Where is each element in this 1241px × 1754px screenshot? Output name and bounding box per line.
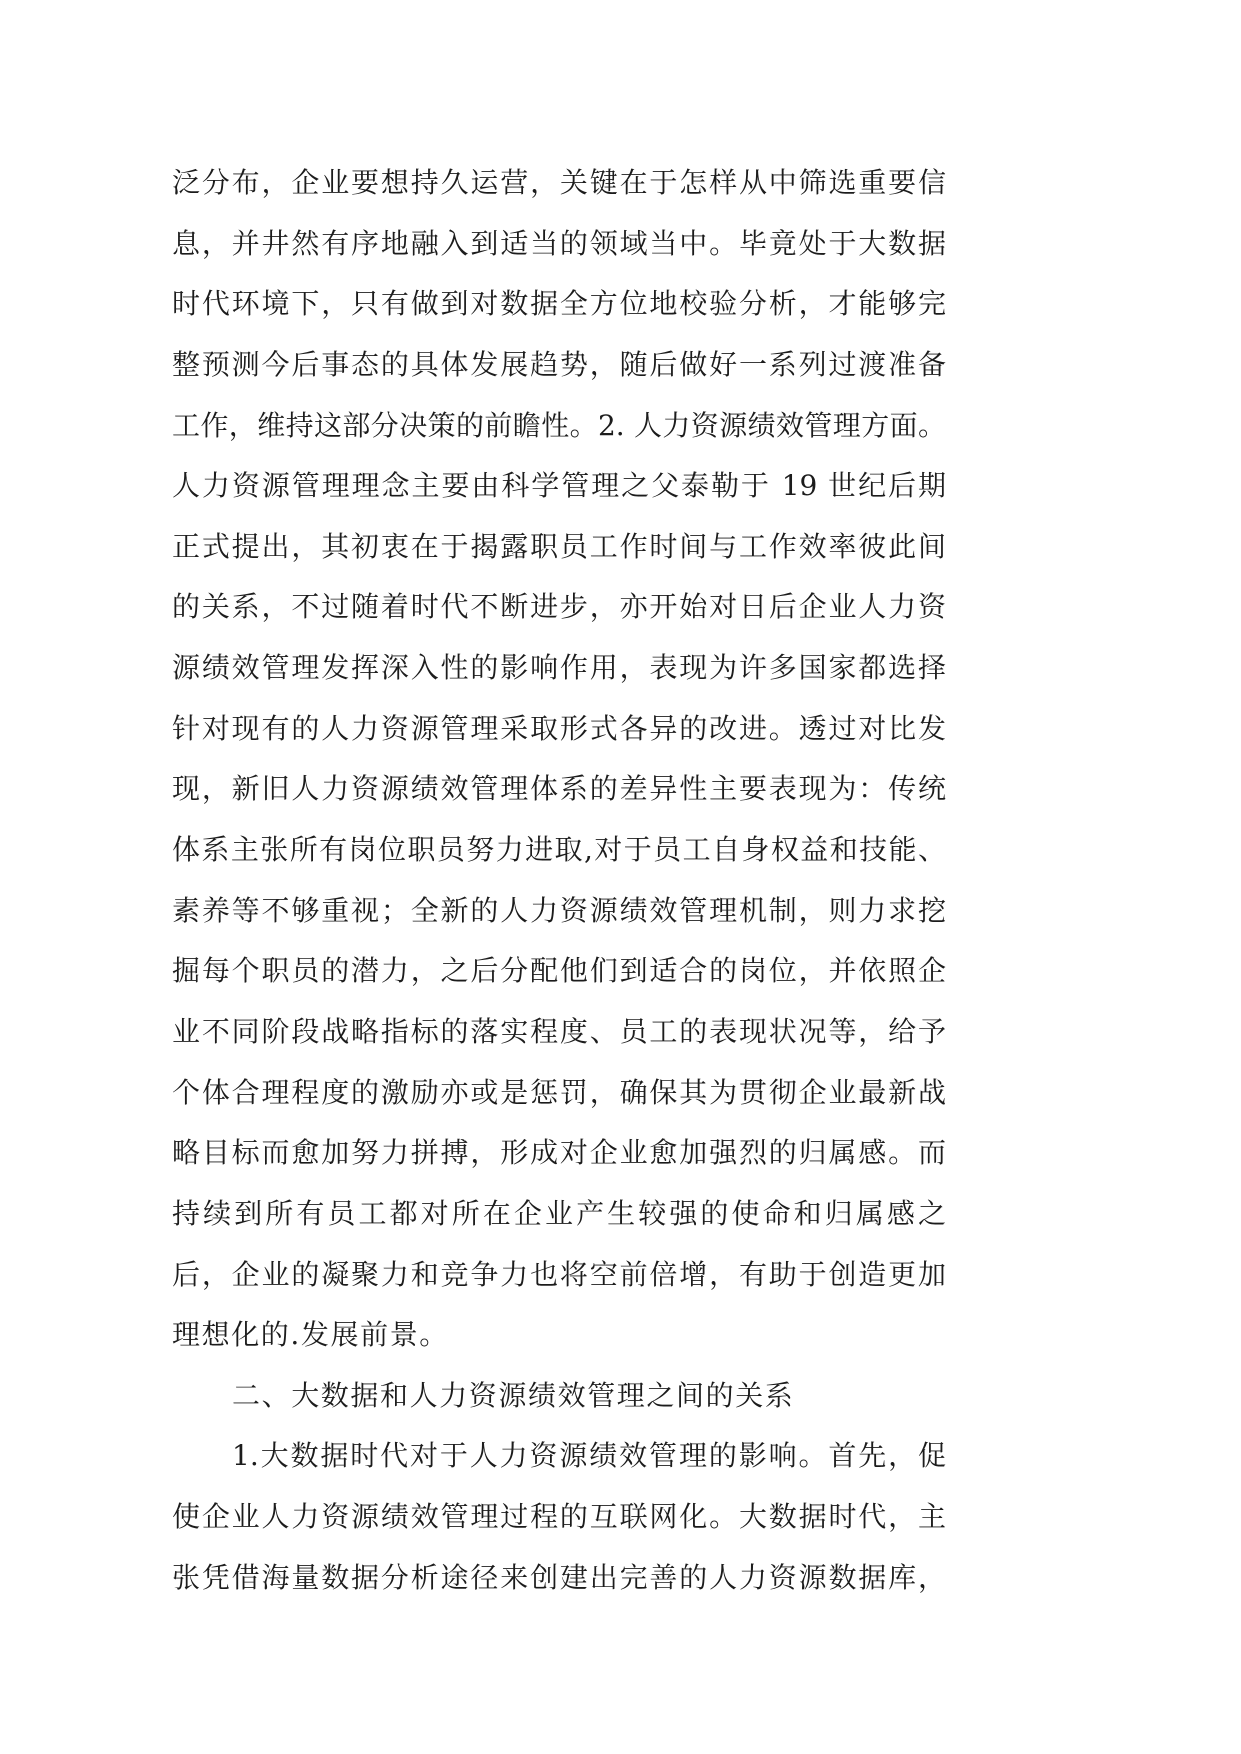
section-heading (172, 1366, 946, 1427)
text-line: 针对现有的人力资源管理采取形式各异的改进。透过对比发 (172, 711, 946, 745)
text-line: 泛分布，企业要想持久运营，关键在于怎样从中筛选重要信 (172, 166, 946, 199)
text-line: 现，新旧人力资源绩效管理体系的差异性主要表现为：传统 (172, 772, 946, 806)
section-heading-text: 二、大数据和人力资源绩效管理之间的关系 (232, 1378, 795, 1412)
text-line: 掘每个职员的潜力，之后分配他们到适合的岗位，并依照企 (172, 954, 946, 988)
text-line: 后，企业的凝聚力和竞争力也将空前倍增，有助于创造更加 (172, 1257, 946, 1291)
text-line: 正式提出，其初衷在于揭露职员工作时间与工作效率彼此间 (172, 529, 946, 563)
text-line: 的关系，不过随着时代不断进步，亦开始对日后企业人力资 (172, 590, 946, 624)
text-line: 持续到所有员工都对所在企业产生较强的使命和归属感之 (172, 1196, 946, 1230)
text-line: 1.大数据时代对于人力资源绩效管理的影响。首先，促 (232, 1439, 946, 1473)
text-line: 个体合理程度的激励亦或是惩罚，确保其为贯彻企业最新战 (172, 1075, 946, 1109)
text-line: 张凭借海量数据分析途径来创建出完善的人力资源数据库， (172, 1560, 946, 1594)
text-line: 整预测今后事态的具体发展趋势，随后做好一系列过渡准备 (172, 347, 946, 381)
text-line: 使企业人力资源绩效管理过程的互联网化。大数据时代，主 (172, 1500, 946, 1534)
paragraph (172, 153, 946, 1366)
text-line: 人力资源管理理念主要由科学管理之父泰勒于 19 世纪后期 (172, 469, 946, 503)
paragraph (172, 1426, 946, 1608)
text-line: 体系主张所有岗位职员努力进取,对于员工自身权益和技能、 (172, 833, 946, 867)
text-line: 时代环境下，只有做到对数据全方位地校验分析，才能够完 (172, 287, 946, 321)
text-line: 素养等不够重视；全新的人力资源绩效管理机制，则力求挖 (172, 893, 946, 927)
body-text (172, 153, 946, 1608)
text-line: 略目标而愈加努力拼搏，形成对企业愈加强烈的归属感。而 (172, 1136, 946, 1170)
text-line: 工作，维持这部分决策的前瞻性。2. 人力资源绩效管理方面。 (172, 408, 946, 442)
text-line: 理想化的.发展前景。 (172, 1318, 449, 1352)
text-line: 源绩效管理发挥深入性的影响作用，表现为许多国家都选择 (172, 651, 946, 685)
text-line: 息，并井然有序地融入到适当的领域当中。毕竟处于大数据 (172, 226, 946, 260)
text-line: 业不同阶段战略指标的落实程度、员工的表现状况等，给予 (172, 1014, 946, 1048)
